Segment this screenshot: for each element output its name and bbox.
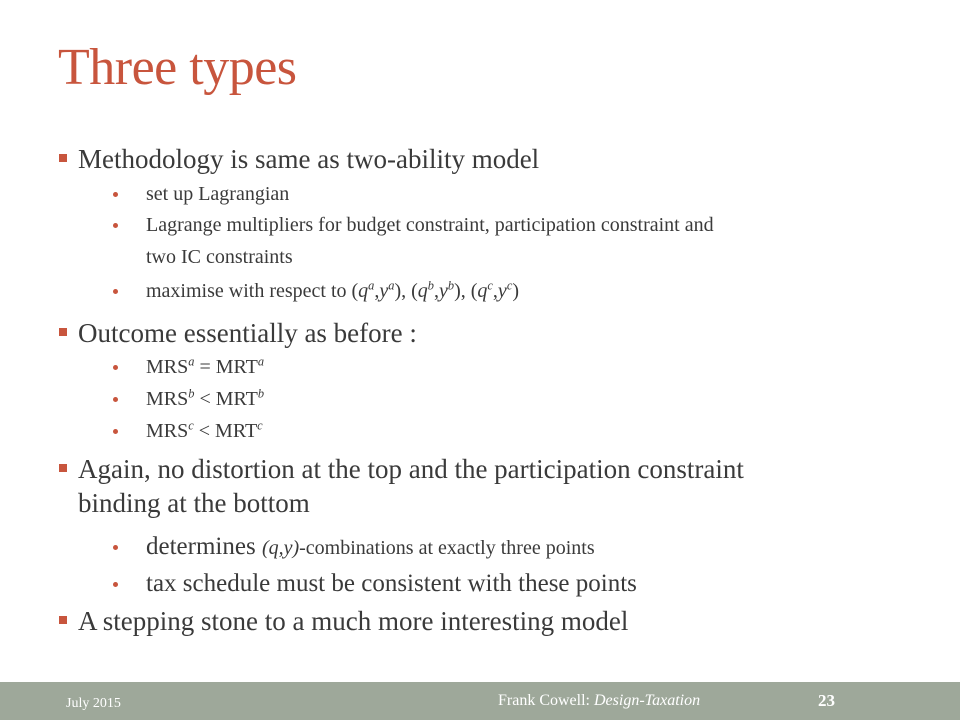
dot-bullet-icon <box>113 545 118 550</box>
dot-bullet-icon <box>113 582 118 587</box>
dot-bullet-icon <box>113 429 118 434</box>
sub-bullet-multipliers: Lagrange multipliers for budget constraint, participation constraint and two IC constraints <box>146 209 916 273</box>
page-number: 23 <box>818 691 835 710</box>
sub-bullet-tax-schedule: tax schedule must be consistent with these points <box>146 567 916 601</box>
dot-bullet-icon <box>113 365 118 370</box>
square-bullet-icon <box>59 616 67 624</box>
dot-bullet-icon <box>113 223 118 228</box>
footer-date: July 2015 <box>66 696 121 711</box>
dot-bullet-icon <box>113 289 118 294</box>
square-bullet-icon <box>59 154 67 162</box>
square-bullet-icon <box>59 328 67 336</box>
sub-bullet-mrs-c: $MRS^c < MRT^c$ <box>146 415 916 447</box>
bullet-no-distortion: Again, no distortion at the top and the participation constraint binding at the bottom <box>78 452 918 520</box>
bullet-methodology: Methodology is same as two-ability model <box>78 142 918 176</box>
bullet-stepping-stone: A stepping stone to a much more interesting model <box>78 604 918 638</box>
slide-title: Three types <box>58 39 297 96</box>
footer-author: Frank Cowell: Design-Taxation <box>498 692 701 709</box>
sub-bullet-maximise: maximise with respect to $(q^a,y^a)$, $(q^b,y^b)$, $(q^c,y^c)$ <box>146 275 916 307</box>
square-bullet-icon <box>59 464 67 472</box>
dot-bullet-icon <box>113 192 118 197</box>
sub-bullet-determines: determines (q,y)-combinations at exactly three points <box>146 530 916 565</box>
bullet-outcome: Outcome essentially as before : <box>78 316 918 350</box>
sub-bullet-mrs-a: $MRS^a = MRT^a$ <box>146 351 916 383</box>
slide-footer <box>0 682 960 720</box>
sub-bullet-lagrangian: set up Lagrangian <box>146 178 916 210</box>
sub-bullet-mrs-b: $MRS^b < MRT^b$ <box>146 383 916 415</box>
dot-bullet-icon <box>113 397 118 402</box>
